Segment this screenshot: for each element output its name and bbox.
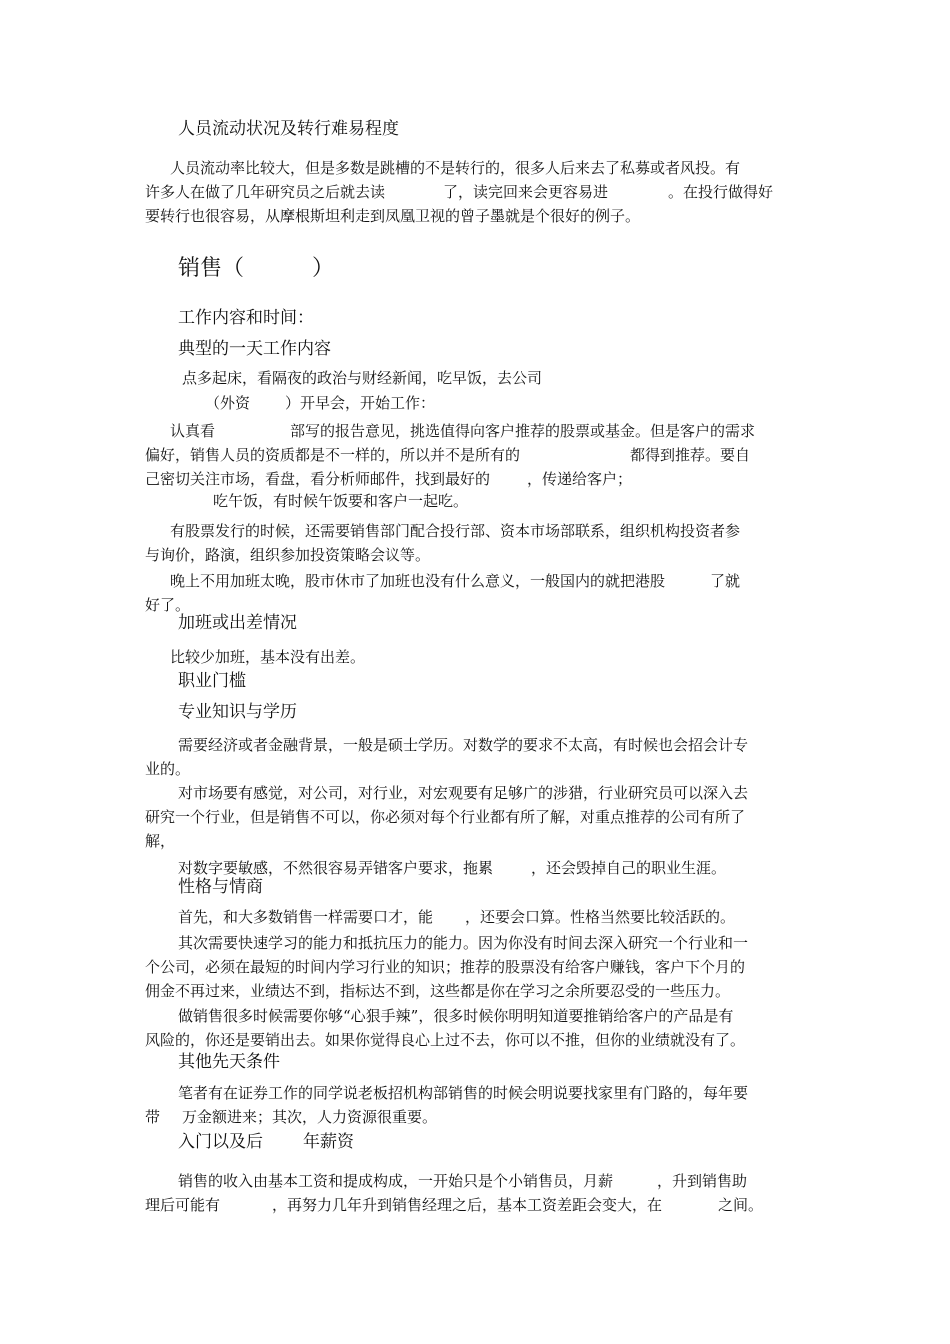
paragraph-line: 笔者有在证券工作的同学说老板招机构部销售的时候会明说要找家里有门路的，每年要 <box>178 1084 749 1102</box>
paragraph-line: 风险的，你还是要销出去。如果你觉得良心上过不去，你可以不推，但你的业绩就没有了。 <box>145 1031 746 1049</box>
heading-work-content: 工作内容和时间： <box>178 308 314 328</box>
paragraph-line: 与询价，路演，组织参加投资策略会议等。 <box>145 546 431 564</box>
paragraph-line: 点多起床，看隔夜的政治与财经新闻，吃早饭，去公司 <box>182 369 543 387</box>
paragraph-line: 要转行也很容易，从摩根斯坦利走到凤凰卫视的曾子墨就是个很好的例子。 <box>145 207 641 225</box>
paragraph-line: 人员流动率比较大，但是多数是跳槽的不是转行的，很多人后来去了私募或者风投。有 <box>170 159 741 177</box>
heading-salary: 入门以及后 年薪资 <box>178 1132 354 1152</box>
paragraph-line: 首先，和大多数销售一样需要口才，能 ，还要会口算。性格当然要比较活跃的。 <box>178 908 736 926</box>
paragraph-line: 理后可能有 ，再努力几年升到销售经理之后，基本工资差距会变大，在 之间。 <box>145 1196 764 1214</box>
paragraph-line: 好了。 <box>145 596 191 614</box>
paragraph-line: 比较少加班，基本没有出差。 <box>170 648 366 666</box>
paragraph-line: 吃午饭，有时候午饭要和客户一起吃。 <box>213 492 469 510</box>
paragraph-line: 偏好，销售人员的资质都是不一样的，所以并不是所有的 都得到推荐。要自 <box>145 446 751 464</box>
heading-turnover: 人员流动状况及转行难易程度 <box>178 119 399 139</box>
paragraph-line: 业的。 <box>145 760 191 778</box>
paragraph-line: 销售的收入由基本工资和提成构成，一开始只是个小销售员，月薪 ，升到销售助 <box>178 1172 748 1190</box>
heading-threshold: 职业门槛 <box>178 671 246 691</box>
heading-knowledge: 专业知识与学历 <box>178 702 297 722</box>
section-title-sales: 销售（ ） <box>178 256 335 281</box>
paragraph-line: （外资 ）开早会，开始工作： <box>205 394 436 412</box>
heading-typical-day: 典型的一天工作内容 <box>178 339 331 359</box>
paragraph-line: 晚上不用加班太晚，股市休市了加班也没有什么意义，一般国内的就把港股 了就 <box>170 572 741 590</box>
paragraph-line: 需要经济或者金融背景，一般是硕士学历。对数学的要求不太高，有时候也会招会计专 <box>178 736 749 754</box>
heading-other-conditions: 其他先天条件 <box>178 1052 280 1072</box>
paragraph-line: 解， <box>145 832 176 850</box>
heading-personality: 性格与情商 <box>178 877 263 897</box>
paragraph-line: 有股票发行的时候，还需要销售部门配合投行部、资本市场部联系，组织机构投资者参 <box>170 522 741 540</box>
paragraph-line: 己密切关注市场，看盘，看分析师邮件，找到最好的 ，传递给客户； <box>145 470 633 488</box>
paragraph-line: 认真看 部写的报告意见，挑选值得向客户推荐的股票或基金。但是客户的需求 <box>170 422 756 440</box>
paragraph-line: 对市场要有感觉，对公司，对行业，对宏观要有足够广的涉猎，行业研究员可以深入去 <box>178 784 749 802</box>
paragraph-line: 做销售很多时候需要你够“心狠手辣”，很多时候你明明知道要推销给客户的产品是有 <box>178 1007 734 1025</box>
paragraph-line: 其次需要快速学习的能力和抵抗压力的能力。因为你没有时间去深入研究一个行业和一 <box>178 934 749 952</box>
paragraph-line: 研究一个行业，但是销售不可以，你必须对每个行业都有所了解，对重点推荐的公司有所了 <box>145 808 746 826</box>
paragraph-line: 对数字要敏感，不然很容易弄错客户要求，拖累 ，还会毁掉自己的职业生涯。 <box>178 859 727 877</box>
heading-overtime: 加班或出差情况 <box>178 613 297 633</box>
paragraph-line: 带 万金额进来；其次，人力资源很重要。 <box>145 1108 438 1126</box>
paragraph-line: 个公司，必须在最短的时间内学习行业的知识；推荐的股票没有给客户赚钱，客户下个月的 <box>145 958 746 976</box>
paragraph-line: 佣金不再过来，业绩达不到，指标达不到，这些都是你在学习之余所要忍受的一些压力。 <box>145 982 731 1000</box>
paragraph-line: 许多人在做了几年研究员之后就去读 了，读完回来会更容易进 。在投行做得好 <box>145 183 774 201</box>
